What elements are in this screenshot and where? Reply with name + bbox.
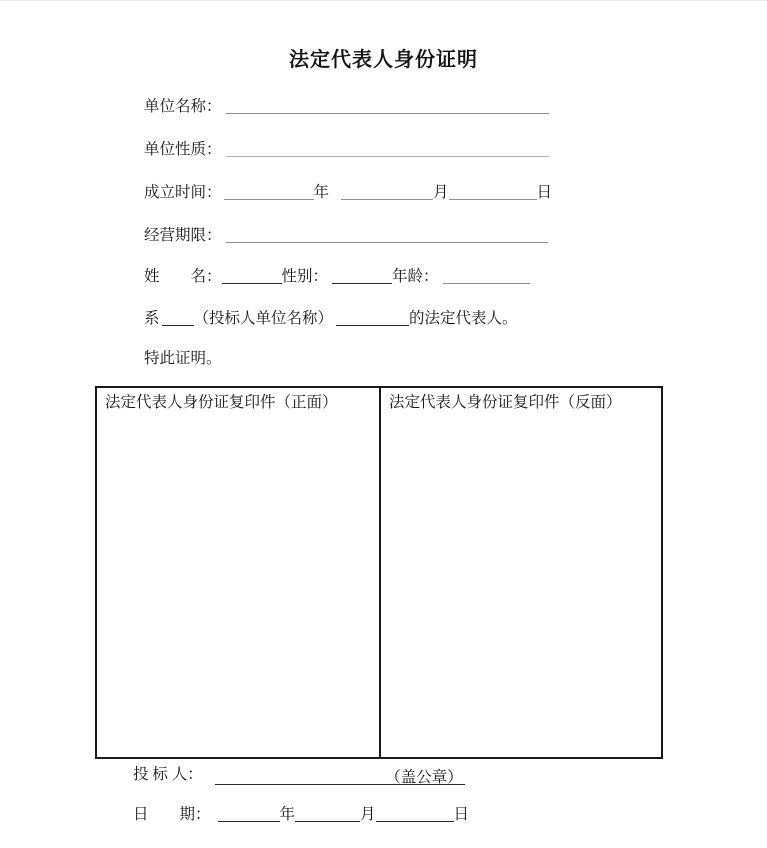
date-year-blank [218, 806, 280, 822]
statement-prefix: 系 [144, 310, 160, 327]
age-blank [443, 268, 530, 284]
unit-name-label: 单位名称： [144, 98, 222, 115]
id-copy-box [95, 386, 663, 759]
business-term-blank [226, 227, 548, 243]
bidder-label: 投 标 人： [133, 766, 203, 783]
date-day-unit: 日 [453, 806, 470, 823]
name-blank [222, 268, 282, 284]
age-label: 年龄： [392, 268, 439, 285]
field-row-bidder [133, 766, 465, 785]
field-row-unit-nature [144, 141, 549, 158]
day-unit-label: 日 [536, 184, 553, 201]
certify-line [144, 350, 222, 367]
year-unit-label: 年 [313, 184, 330, 201]
date-month-blank [295, 806, 360, 822]
seal-note: （盖公章） [385, 769, 463, 786]
date-label: 日 期： [133, 806, 211, 823]
statement-paren: （投标人单位名称） [193, 310, 334, 327]
field-row-unit-name [144, 98, 549, 115]
established-label: 成立时间： [144, 184, 222, 201]
certify-text: 特此证明。 [144, 350, 222, 367]
field-row-established [144, 184, 552, 201]
field-row-statement [144, 310, 518, 327]
statement-blank-1 [162, 310, 194, 326]
gender-blank [332, 268, 392, 284]
gender-label: 性别： [281, 268, 329, 285]
established-year-blank [224, 184, 314, 200]
date-day-blank [376, 806, 454, 822]
business-term-label: 经营期限： [144, 227, 222, 244]
statement-blank-2 [336, 310, 409, 326]
month-unit-label: 月 [433, 184, 449, 201]
id-copy-back-cell [381, 388, 661, 757]
field-row-person [144, 268, 530, 285]
date-year-unit: 年 [279, 806, 296, 823]
document-title: 法定代表人身份证明 [289, 49, 478, 71]
unit-name-blank [226, 98, 549, 114]
date-month-unit: 月 [360, 806, 376, 823]
id-copy-front-cell [97, 388, 381, 757]
unit-nature-blank [226, 141, 549, 157]
unit-nature-label: 单位性质： [144, 141, 222, 158]
statement-suffix: 的法定代表人。 [409, 310, 518, 327]
id-copy-back-label: 法定代表人身份证复印件（反面） [389, 394, 622, 411]
id-copy-front-label: 法定代表人身份证复印件（正面） [105, 394, 338, 411]
bidder-blank [215, 770, 465, 785]
established-day-blank [449, 184, 537, 200]
established-month-blank [341, 184, 433, 200]
field-row-business-term [144, 227, 548, 244]
field-row-date [133, 806, 469, 823]
name-label: 姓 名： [144, 268, 222, 285]
